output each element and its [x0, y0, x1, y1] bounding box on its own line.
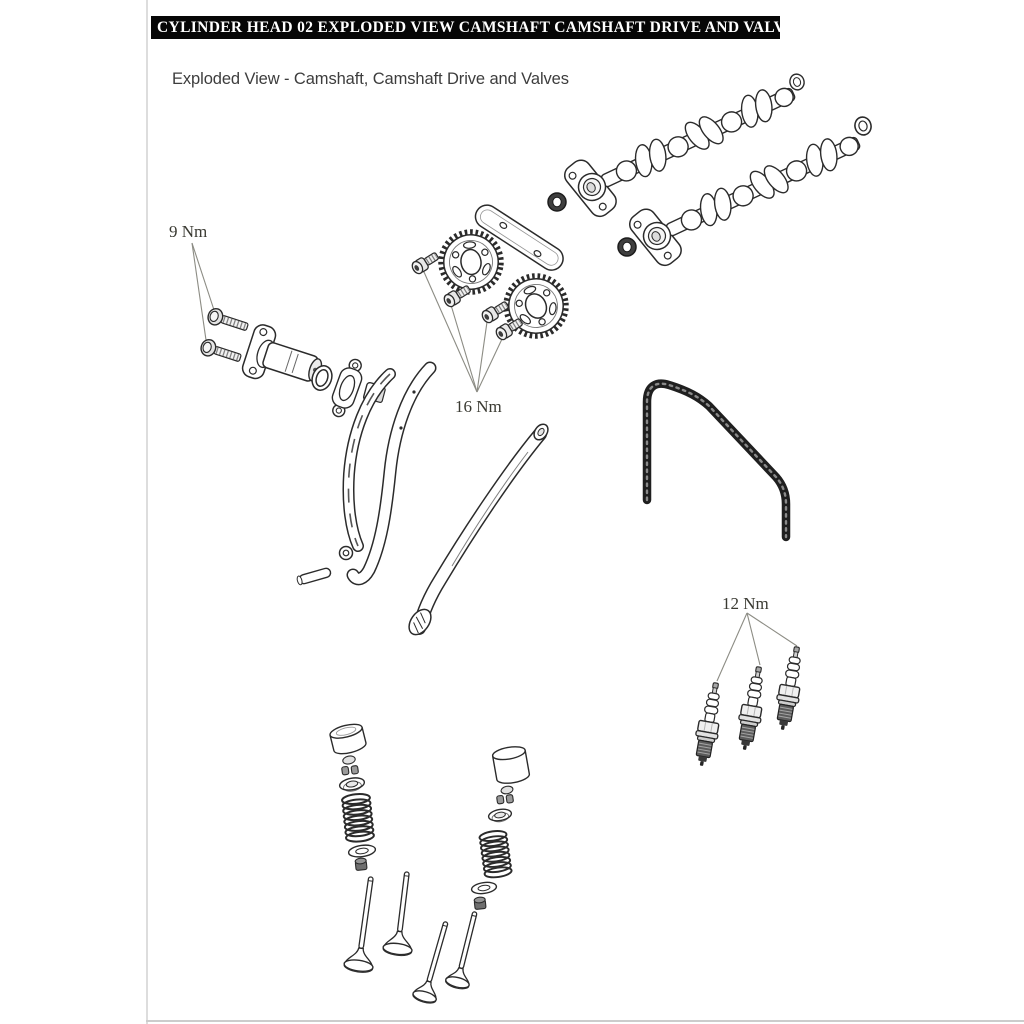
valve-spring — [479, 829, 512, 878]
tensioner-bolt — [199, 338, 243, 366]
page-title: CYLINDER HEAD 02 EXPLODED VIEW CAMSHAFT CAMSHAFT DRIVE AND VALVES — [157, 18, 805, 36]
valve — [343, 875, 385, 974]
spring-seat — [471, 881, 497, 895]
bucket-tappet — [492, 745, 531, 786]
guide-pin — [296, 567, 331, 585]
torque-label-spark-plugs: 12 Nm — [722, 594, 769, 613]
timing-chain — [647, 384, 786, 537]
valve-stem-seal — [355, 858, 367, 871]
tensioner-blade — [405, 422, 551, 639]
camshaft-oil-seal — [548, 193, 566, 211]
valve-collets — [497, 794, 514, 805]
valve-stem-seal — [474, 897, 486, 910]
valve-train-left — [329, 722, 422, 974]
torque-label-sprocket-bolts: 16 Nm — [455, 397, 502, 416]
diagram-subtitle: Exploded View - Camshaft, Camshaft Drive and Valves — [172, 70, 569, 88]
camshaft-exhaust — [618, 113, 873, 275]
valve-shim — [500, 785, 513, 795]
spark-plug — [734, 665, 770, 752]
spark-plug — [772, 645, 808, 732]
camshaft-intake — [548, 64, 807, 226]
camshaft-end-seal — [853, 115, 873, 137]
camshaft-sprocket-1 — [436, 227, 506, 297]
valve-spring — [342, 793, 375, 843]
spring-retainer — [488, 808, 513, 824]
spring-seat — [348, 844, 376, 859]
spring-retainer — [339, 776, 366, 793]
torque-label-tensioner-bolts: 9 Nm — [169, 222, 208, 241]
valve-train-right — [412, 745, 531, 1006]
spark-plug — [691, 681, 727, 768]
sprocket-bolt — [480, 299, 510, 325]
valve-shim — [342, 755, 356, 765]
valve-collets — [342, 765, 359, 776]
valve — [382, 870, 421, 957]
bucket-tappet — [329, 722, 368, 757]
tensioner-bolt — [206, 307, 250, 335]
sprocket-bolt — [410, 250, 440, 276]
valve — [412, 919, 458, 1006]
camshaft-oil-seal — [618, 238, 636, 256]
valve — [444, 909, 486, 991]
